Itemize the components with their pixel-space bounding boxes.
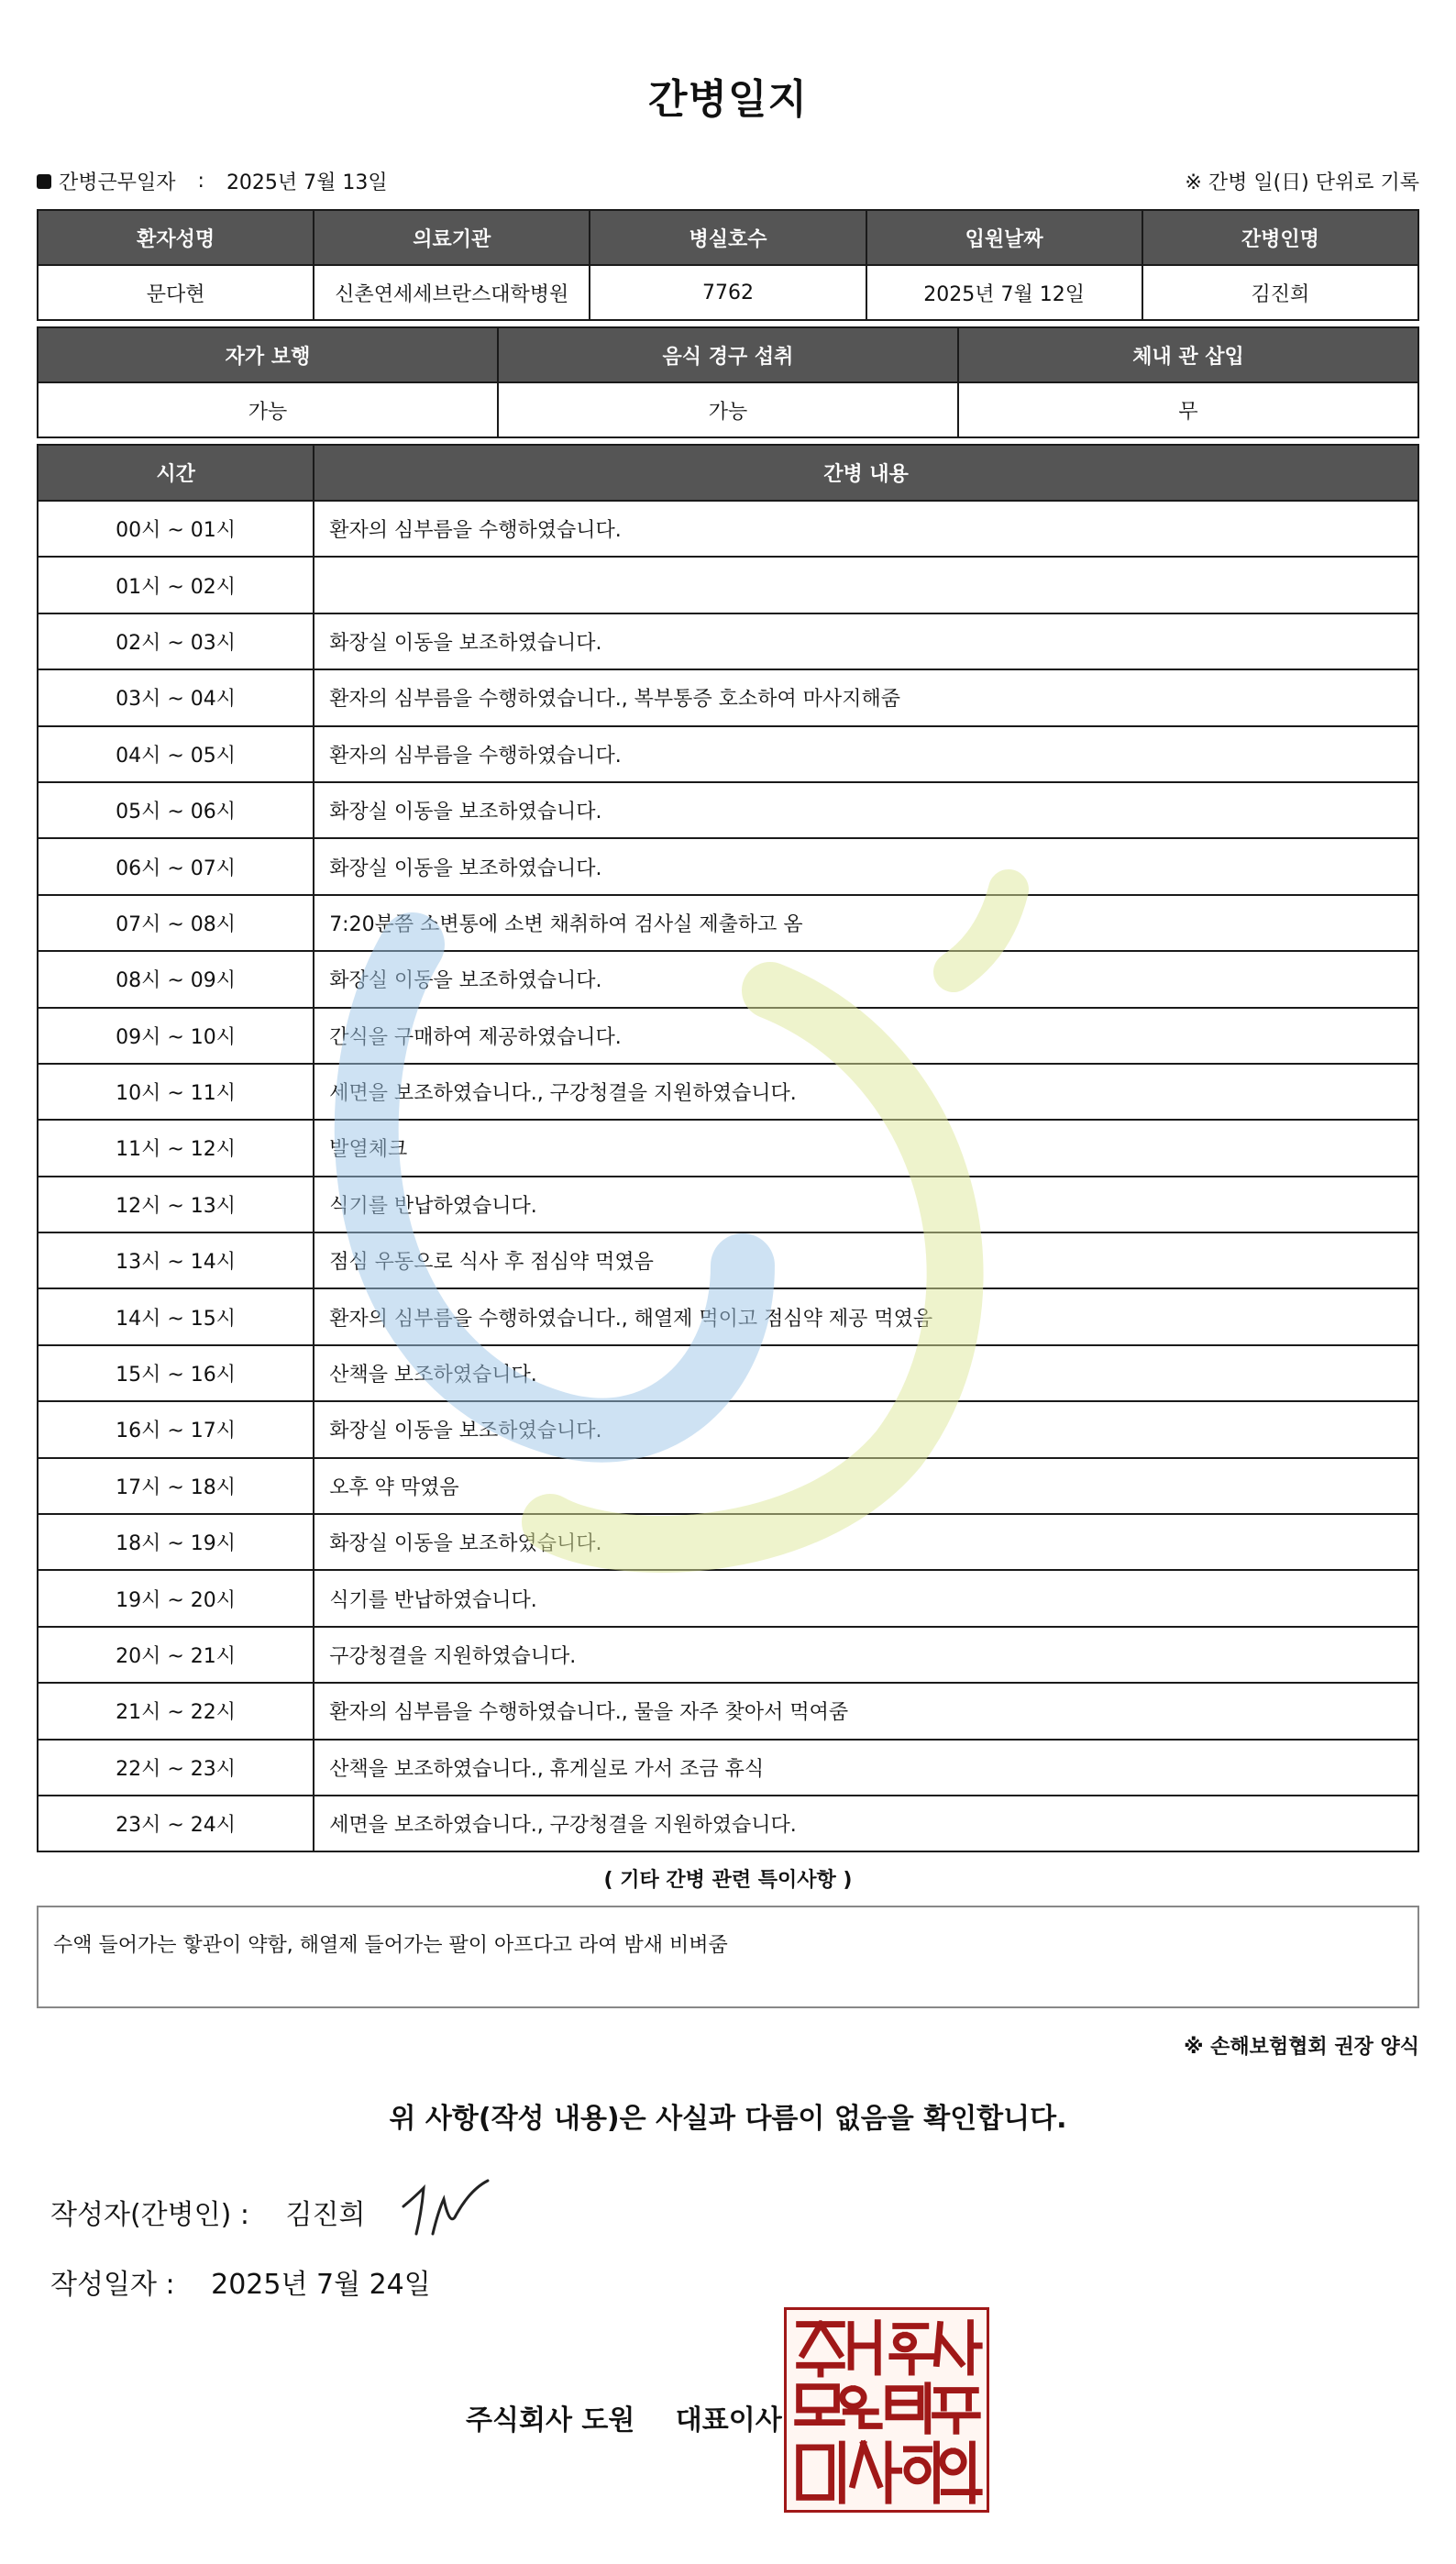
log-time: 16시 ~ 17시 bbox=[38, 1401, 314, 1457]
log-row bbox=[38, 1458, 1418, 1514]
header-self-walking: 자가 보행 bbox=[38, 327, 498, 382]
log-content: 7:20분쯤 소변통에 소변 채취하여 검사실 제출하고 옴 bbox=[314, 895, 1418, 951]
log-content: 산책을 보조하였습니다., 휴게실로 가서 조금 휴식 bbox=[314, 1740, 1418, 1796]
log-time: 09시 ~ 10시 bbox=[38, 1008, 314, 1064]
log-row bbox=[38, 895, 1418, 951]
log-row bbox=[38, 1064, 1418, 1120]
log-time: 18시 ~ 19시 bbox=[38, 1514, 314, 1570]
log-row bbox=[38, 557, 1418, 613]
confirmation-statement: 위 사항(작성 내용)은 사실과 다름이 없음을 확인합니다. bbox=[389, 2103, 1067, 2135]
log-content: 식기를 반납하였습니다. bbox=[314, 1570, 1418, 1626]
log-time: 21시 ~ 22시 bbox=[38, 1683, 314, 1739]
unit-note: ※ 간병 일(日) 단위로 기록 bbox=[1185, 171, 1419, 194]
log-content: 환자의 심부름을 수행하였습니다., 물을 자주 찾아서 먹여줌 bbox=[314, 1683, 1418, 1739]
patient-status-table bbox=[37, 326, 1419, 438]
log-row bbox=[38, 1401, 1418, 1457]
log-time: 20시 ~ 21시 bbox=[38, 1627, 314, 1683]
log-content: 간식을 구매하여 제공하였습니다. bbox=[314, 1008, 1418, 1064]
log-row bbox=[38, 1514, 1418, 1570]
work-date-separator: : bbox=[197, 170, 204, 193]
log-content: 화장실 이동을 보조하였습니다. bbox=[314, 838, 1418, 894]
log-row bbox=[38, 1008, 1418, 1064]
document-title: 간병일지 bbox=[647, 76, 808, 123]
log-row bbox=[38, 1288, 1418, 1344]
log-content: 세면을 보조하였습니다., 구강청결을 지원하였습니다. bbox=[314, 1796, 1418, 1851]
log-row bbox=[38, 726, 1418, 782]
author-name: 김진희 bbox=[285, 2199, 366, 2231]
header-oral-intake: 음식 경구 섭취 bbox=[498, 327, 958, 382]
log-time: 05시 ~ 06시 bbox=[38, 782, 314, 838]
log-time: 06시 ~ 07시 bbox=[38, 838, 314, 894]
header-admission-date: 입원날짜 bbox=[866, 210, 1142, 265]
work-date-value: 2025년 7월 13일 bbox=[226, 171, 388, 194]
header-institution: 의료기관 bbox=[314, 210, 590, 265]
notes-title: ( 기타 간병 관련 특이사항 ) bbox=[603, 1869, 853, 1892]
log-time: 04시 ~ 05시 bbox=[38, 726, 314, 782]
log-row bbox=[38, 951, 1418, 1007]
log-content bbox=[314, 557, 1418, 613]
log-row bbox=[38, 1627, 1418, 1683]
log-time: 03시 ~ 04시 bbox=[38, 669, 314, 725]
log-content: 화장실 이동을 보조하였습니다. bbox=[314, 613, 1418, 669]
log-content: 발열체크 bbox=[314, 1120, 1418, 1176]
log-row bbox=[38, 1232, 1418, 1288]
work-date-label: 간병근무일자 bbox=[59, 171, 176, 194]
log-time: 17시 ~ 18시 bbox=[38, 1458, 314, 1514]
form-note: ※ 손해보험협회 권장 양식 bbox=[1184, 2036, 1419, 2059]
log-time: 14시 ~ 15시 bbox=[38, 1288, 314, 1344]
header-time: 시간 bbox=[38, 445, 314, 501]
log-content: 환자의 심부름을 수행하였습니다., 해열제 먹이고 점심약 제공 먹였음 bbox=[314, 1288, 1418, 1344]
work-date bbox=[37, 167, 388, 195]
header-room-number: 병실호수 bbox=[590, 210, 866, 265]
log-row bbox=[38, 1345, 1418, 1401]
log-content: 환자의 심부름을 수행하였습니다. bbox=[314, 501, 1418, 557]
header-care-content: 간병 내용 bbox=[314, 445, 1418, 501]
patient-name: 문다현 bbox=[38, 265, 314, 320]
log-row bbox=[38, 1120, 1418, 1176]
company-name: 주식회사 도원 bbox=[466, 2404, 635, 2437]
written-date-line bbox=[50, 2261, 431, 2302]
log-row bbox=[38, 1683, 1418, 1739]
log-row bbox=[38, 1177, 1418, 1232]
log-time: 15시 ~ 16시 bbox=[38, 1345, 314, 1401]
author-line bbox=[50, 2192, 365, 2232]
log-content: 오후 약 막였음 bbox=[314, 1458, 1418, 1514]
log-time: 12시 ~ 13시 bbox=[38, 1177, 314, 1232]
header-patient-name: 환자성명 bbox=[38, 210, 314, 265]
representative-title: 대표이사 bbox=[675, 2404, 782, 2437]
log-time: 10시 ~ 11시 bbox=[38, 1064, 314, 1120]
log-content: 화장실 이동을 보조하였습니다. bbox=[314, 1514, 1418, 1570]
written-date-label: 작성일자 : bbox=[50, 2269, 175, 2301]
log-content: 환자의 심부름을 수행하였습니다., 복부통증 호소하여 마사지해줌 bbox=[314, 669, 1418, 725]
company-line bbox=[466, 2397, 782, 2437]
written-date-value: 2025년 7월 24일 bbox=[211, 2269, 431, 2301]
log-content: 화장실 이동을 보조하였습니다. bbox=[314, 782, 1418, 838]
self-walking-value: 가능 bbox=[38, 382, 498, 437]
log-time: 02시 ~ 03시 bbox=[38, 613, 314, 669]
room-number: 7762 bbox=[590, 265, 866, 320]
log-time: 22시 ~ 23시 bbox=[38, 1740, 314, 1796]
care-log-table bbox=[37, 444, 1419, 1852]
log-row bbox=[38, 1740, 1418, 1796]
header-caregiver-name: 간병인명 bbox=[1142, 210, 1418, 265]
log-content: 식기를 반납하였습니다. bbox=[314, 1177, 1418, 1232]
bullet-square-icon bbox=[37, 174, 51, 189]
log-content: 세면을 보조하였습니다., 구강청결을 지원하였습니다. bbox=[314, 1064, 1418, 1120]
log-row bbox=[38, 669, 1418, 725]
log-content: 화장실 이동을 보조하였습니다. bbox=[314, 1401, 1418, 1457]
log-time: 13시 ~ 14시 bbox=[38, 1232, 314, 1288]
notes-text: 수액 들어가는 핳관이 약함, 해열제 들어가는 팔이 아프다고 라여 밤새 비벼줌 bbox=[53, 1934, 728, 1957]
log-content: 산책을 보조하였습니다. bbox=[314, 1345, 1418, 1401]
log-time: 08시 ~ 09시 bbox=[38, 951, 314, 1007]
log-row bbox=[38, 838, 1418, 894]
log-time: 01시 ~ 02시 bbox=[38, 557, 314, 613]
log-content: 환자의 심부름을 수행하였습니다. bbox=[314, 726, 1418, 782]
handwritten-signature bbox=[396, 2170, 515, 2243]
caregiver-name: 김진희 bbox=[1142, 265, 1418, 320]
log-content: 점심 우동으로 식사 후 점심약 먹였음 bbox=[314, 1232, 1418, 1288]
log-time: 23시 ~ 24시 bbox=[38, 1796, 314, 1851]
log-time: 11시 ~ 12시 bbox=[38, 1120, 314, 1176]
log-time: 00시 ~ 01시 bbox=[38, 501, 314, 557]
admission-date: 2025년 7월 12일 bbox=[866, 265, 1142, 320]
company-seal-stamp bbox=[784, 2307, 989, 2513]
log-content: 구강청결을 지원하였습니다. bbox=[314, 1627, 1418, 1683]
log-row bbox=[38, 613, 1418, 669]
log-row bbox=[38, 1570, 1418, 1626]
log-row bbox=[38, 1796, 1418, 1851]
log-time: 07시 ~ 08시 bbox=[38, 895, 314, 951]
log-row bbox=[38, 782, 1418, 838]
tube-insertion-value: 무 bbox=[958, 382, 1418, 437]
log-row bbox=[38, 501, 1418, 557]
institution: 신촌연세세브란스대학병원 bbox=[314, 265, 590, 320]
log-time: 19시 ~ 20시 bbox=[38, 1570, 314, 1626]
patient-info-table bbox=[37, 209, 1419, 321]
header-tube-insertion: 체내 관 삽입 bbox=[958, 327, 1418, 382]
care-log-rows bbox=[38, 501, 1418, 1851]
notes-box bbox=[37, 1906, 1419, 2008]
log-content: 화장실 이동을 보조하였습니다. bbox=[314, 951, 1418, 1007]
author-label: 작성자(간병인) : bbox=[50, 2199, 249, 2231]
oral-intake-value: 가능 bbox=[498, 382, 958, 437]
